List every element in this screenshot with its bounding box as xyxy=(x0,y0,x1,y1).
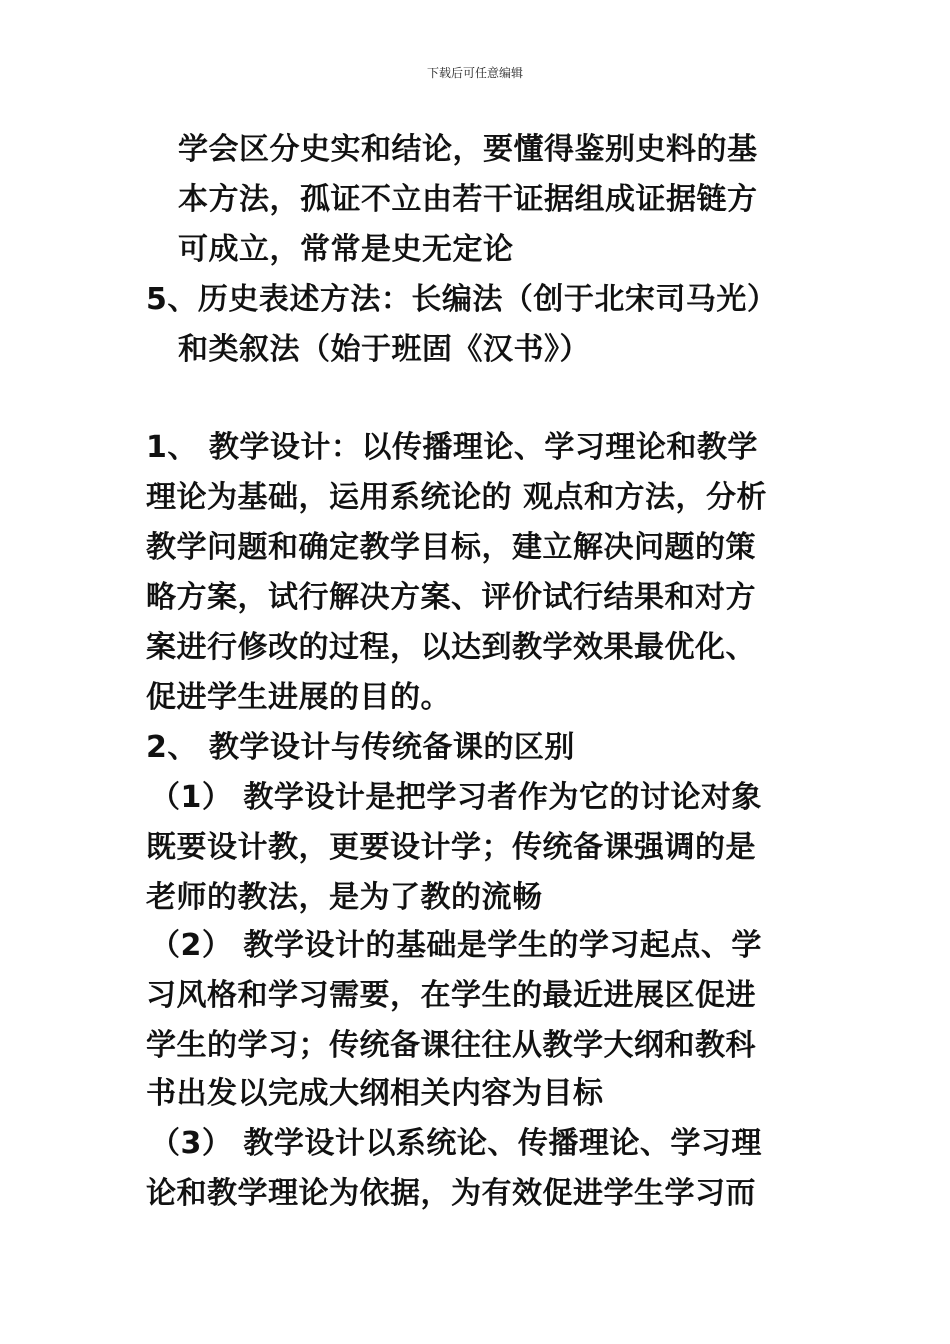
text-line: （1） 教学设计是把学习者作为它的讨论对象 xyxy=(150,780,762,815)
text-line: 论和教学理论为依据，为有效促进学生学习而 xyxy=(146,1176,756,1211)
text-line: 教学问题和确定教学目标，建立解决问题的策 xyxy=(146,530,756,565)
text-line: 5、历史表述方法：长编法（创于北宋司马光） xyxy=(146,282,778,317)
text-line: 促进学生进展的目的。 xyxy=(146,680,451,715)
text-line: 和类叙法（始于班固《汉书》） xyxy=(178,332,590,367)
text-line: 可成立，常常是史无定论 xyxy=(178,232,514,267)
text-line: 书出发以完成大纲相关内容为目标 xyxy=(146,1076,604,1111)
text-line: （3） 教学设计以系统论、传播理论、学习理 xyxy=(150,1126,762,1161)
text-line: 老师的教法，是为了教的流畅 xyxy=(146,880,543,915)
text-line: 学会区分史实和结论，要懂得鉴别史料的基 xyxy=(178,132,758,167)
text-line: 既要设计教，更要设计学；传统备课强调的是 xyxy=(146,830,756,865)
text-line: 略方案，试行解决方案、评价试行结果和对方 xyxy=(146,580,756,615)
text-line: 1、 教学设计：以传播理论、学习理论和教学 xyxy=(146,430,758,465)
text-line: 理论为基础，运用系统论的 观点和方法，分析 xyxy=(146,480,767,515)
text-line: 案进行修改的过程，以达到教学效果最优化、 xyxy=(146,630,756,665)
text-line: （2） 教学设计的基础是学生的学习起点、学 xyxy=(150,928,762,963)
page-header-note: 下载后可任意编辑 xyxy=(426,66,523,80)
text-line: 习风格和学习需要，在学生的最近进展区促进 xyxy=(146,978,756,1013)
text-line: 学生的学习；传统备课往往从教学大纲和教科 xyxy=(146,1028,756,1063)
text-line: 本方法，孤证不立由若干证据组成证据链方 xyxy=(178,182,758,217)
text-line: 2、 教学设计与传统备课的区别 xyxy=(146,730,575,765)
